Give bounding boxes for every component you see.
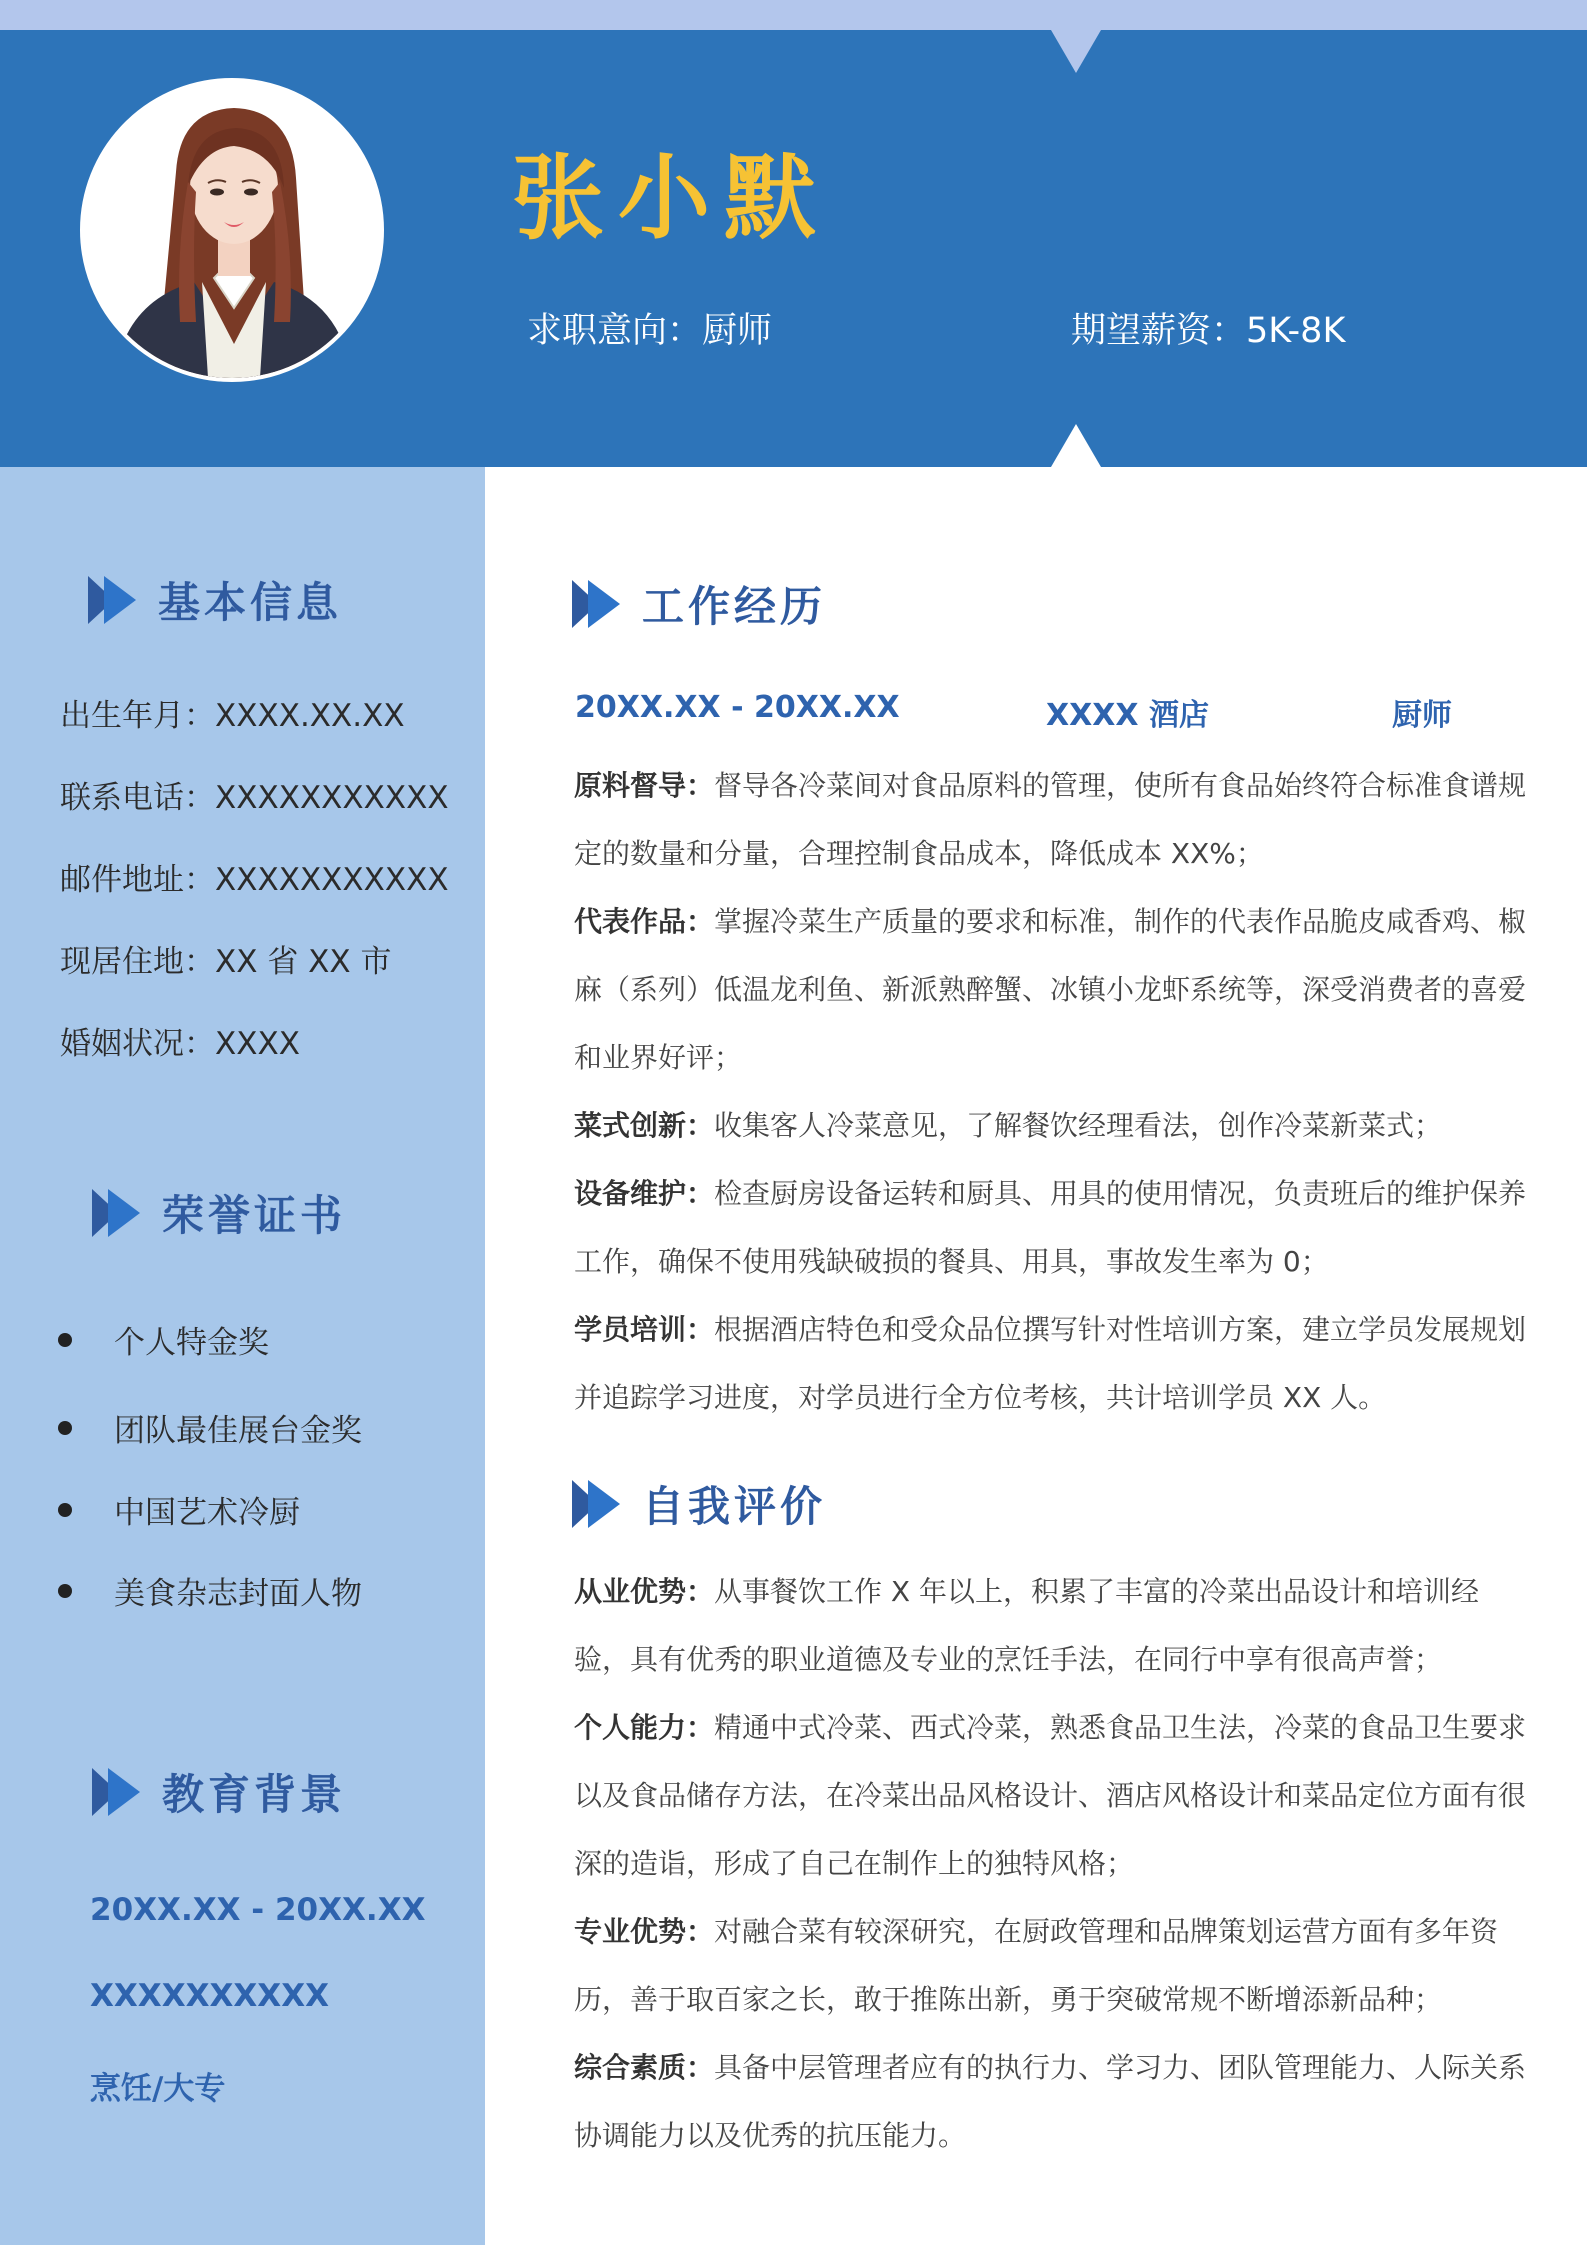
bullet-icon: [58, 1421, 72, 1435]
honor-text: 个人特金奖: [114, 1325, 269, 1361]
double-arrow-icon: [88, 574, 150, 626]
bullet-icon: [58, 1584, 72, 1598]
honor-item: [58, 1568, 362, 1613]
double-arrow-icon: [92, 1187, 154, 1239]
work-item: 原料督导：督导各冷菜间对食品原料的管理，使所有食品始终符合标准食谱规定的数量和分量，合理控制食品成本，降低成本 XX%；: [574, 769, 1527, 870]
honor-text: 团队最佳展台金奖: [114, 1413, 362, 1449]
work-item: 菜式创新：收集客人冷菜意见，了解餐饮经理看法，创作冷菜新菜式；: [574, 1109, 1443, 1142]
job-company: XXXX 酒店: [1046, 698, 1209, 733]
section-title: 教育背景: [162, 1770, 347, 1819]
honor-text: 美食杂志封面人物: [114, 1576, 362, 1612]
section-education: [92, 1762, 346, 1822]
double-arrow-icon: [92, 1766, 154, 1818]
header-notch-bottom: [1051, 424, 1101, 467]
section-title: 荣誉证书: [162, 1191, 347, 1240]
self-item: 从业优势：从事餐饮工作 X 年以上，积累了丰富的冷菜出品设计和培训经验，具有优秀的职业道德及专业的烹饪手法，在同行中享有很高声誉；: [574, 1575, 1480, 1676]
double-arrow-icon: [572, 1478, 634, 1530]
work-item: 学员培训：根据酒店特色和受众品位撰写针对性培训方案，建立学员发展规划并追踪学习进度，对学员进行全方位考核，共计培训学员 XX 人。: [574, 1313, 1527, 1414]
section-work-experience: [572, 574, 826, 634]
education-school: XXXXXXXXXX: [90, 1978, 330, 2014]
candidate-name: 张小默: [512, 145, 831, 252]
education-date: 20XX.XX - 20XX.XX: [90, 1892, 426, 1928]
bullet-icon: [58, 1333, 72, 1347]
info-address: 现居住地：XX 省 XX 市: [60, 944, 392, 980]
self-item: 专业优势：对融合菜有较深研究，在厨政管理和品牌策划运营方面有多年资历，善于取百家之长，敢于推陈出新，勇于突破常规不断增添新品种；: [574, 1915, 1499, 2016]
self-item: 综合素质：具备中层管理者应有的执行力、学习力、团队管理能力、人际关系协调能力以及优秀的抗压能力。: [574, 2051, 1527, 2152]
honor-item: [58, 1317, 269, 1362]
section-honors: [92, 1183, 346, 1243]
double-arrow-icon: [572, 578, 634, 630]
self-evaluation-description: [574, 1558, 1534, 2170]
expected-salary: 期望薪资：5K-8K: [1071, 311, 1346, 351]
section-self-evaluation: [572, 1474, 826, 1534]
section-title: 基本信息: [158, 578, 343, 627]
self-item: 个人能力：精通中式冷菜、西式冷菜，熟悉食品卫生法，冷菜的食品卫生要求以及食品储存方法，在冷菜出品风格设计、酒店风格设计和菜品定位方面有很深的造诣，形成了自己在制作上的独特风格；: [574, 1711, 1527, 1880]
bullet-icon: [58, 1503, 72, 1517]
job-intent: 求职意向：厨师: [527, 311, 773, 351]
section-title: 自我评价: [642, 1482, 827, 1531]
work-description: [574, 752, 1534, 1432]
honor-item: [58, 1405, 362, 1450]
work-item: 代表作品：掌握冷菜生产质量的要求和标准，制作的代表作品脆皮咸香鸡、椒麻（系列）低温龙利鱼、新派熟醉蟹、冰镇小龙虾系统等，深受消费者的喜爱和业界好评；: [574, 905, 1527, 1074]
info-marital: 婚姻状况：XXXX: [60, 1026, 300, 1062]
avatar: [80, 78, 384, 382]
education-major: 烹饪/大专: [90, 2071, 226, 2107]
info-birth: 出生年月：XXXX.XX.XX: [60, 698, 405, 734]
honor-text: 中国艺术冷厨: [114, 1495, 300, 1531]
info-email: 邮件地址：XXXXXXXXXXX: [60, 862, 449, 898]
section-basic-info: [88, 570, 342, 630]
job-date: 20XX.XX - 20XX.XX: [575, 690, 900, 725]
header-notch-top: [1051, 30, 1101, 73]
honor-item: [58, 1487, 300, 1532]
top-accent-strip: [0, 0, 1587, 30]
job-position: 厨师: [1392, 698, 1452, 733]
info-phone: 联系电话：XXXXXXXXXXX: [60, 780, 449, 816]
work-item: 设备维护：检查厨房设备运转和厨具、用具的使用情况，负责班后的维护保养工作，确保不使用残缺破损的餐具、用具，事故发生率为 0；: [574, 1177, 1527, 1278]
section-title: 工作经历: [642, 582, 827, 631]
